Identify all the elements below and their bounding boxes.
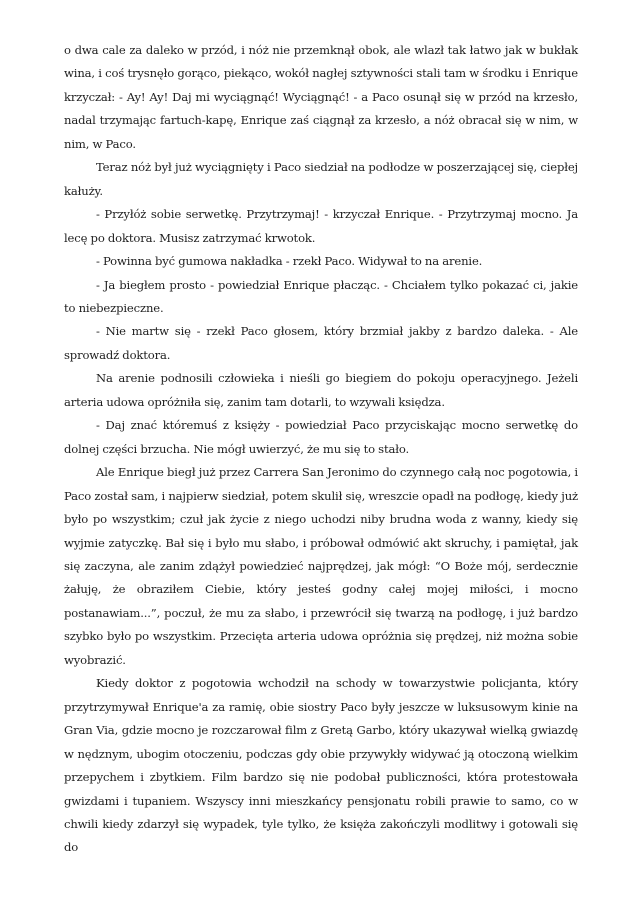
paragraph-7: Na arenie podnosili człowieka i nieśli go biegiem do pokoju operacyjnego. Jeżeli arteria udowa opróżniła się, zanim tam dotarli, to wzywali księdza.	[64, 371, 578, 409]
paragraph-5: - Ja biegłem prosto - powiedział Enrique płacząc. - Chciałem tylko pokazać ci, jakie to niebezpieczne.	[64, 277, 578, 315]
paragraph-3: - Przyłóż sobie serwetkę. Przytrzymaj! - krzyczał Enrique. - Przytrzymaj mocno. Ja lecę po doktora. Musisz zatrzymać krwotok.	[64, 207, 578, 245]
document-body	[64, 39, 578, 860]
paragraph-6: - Nie martw się - rzekł Paco głosem, który brzmiał jakby z bardzo daleka. - Ale sprowadź doktora.	[64, 324, 578, 362]
paragraph-10: Kiedy doktor z pogotowia wchodził na schody w towarzystwie policjanta, który przytrzymywał Enrique'a za ramię, obie siostry Paco były jeszcze w luksusowym kinie na Gran Via, gdzie mocno je rozczarował film z Gretą Garbo, który ukazywał wielką gwiazdę w nędznym, ubogim otoczeniu, podczas gdy obie przywykły widywać ją otoczoną wielkim przepychem i zbytkiem. Film bardzo się nie podobał publiczności, która protestowała gwizdami i tupaniem. Wszyscy inni mieszkańcy pensjonatu robili prawie to samo, co w chwili kiedy zdarzył się wypadek, tyle tylko, że księża zakończyli modlitwy i gotowali się do	[64, 676, 578, 855]
paragraph-9: Ale Enrique biegł już przez Carrera San Jeronimo do czynnego całą noc pogotowia, i Paco został sam, i najpierw siedział, potem skulił się, wreszcie opadł na podłogę, kiedy już było po wszystkim; czuł jak życie z niego uchodzi niby brudna woda z wanny, kiedy się wyjmie zatyczkę. Bał się i było mu słabo, i próbował odmówić akt skruchy, i pamiętał, jak się zaczyna, ale zanim zdążył powiedzieć najprędzej, jak mógł: “O Boże mój, serdecznie żałuję, że obraziłem Ciebie, który jesteś godny całej mojej miłości, i mocno postanawiam...”, poczuł, że mu za słabo, i przewrócił się twarzą na podłogę, i już bardzo szybko było po wszystkim. Przecięta arteria udowa opróżnia się prędzej, niż można sobie wyobrazić.	[64, 465, 578, 667]
paragraph-8: - Daj znać któremuś z księży - powiedział Paco przyciskając mocno serwetkę do dolnej części brzucha. Nie mógł uwierzyć, że mu się to stało.	[64, 418, 578, 456]
paragraph-4: - Powinna być gumowa nakładka - rzekł Paco. Widywał to na arenie.	[96, 254, 483, 269]
paragraph-1: o dwa cale za daleko w przód, i nóż nie przemknął obok, ale wlazł tak łatwo jak w bukłak wina, i coś trysnęło gorąco, piekąco, wokół nagłej sztywności stali tam w środku i Enrique krzyczał: - Ay! Ay! Daj mi wyciągnąć! Wyciągnąć! - a Paco osunął się w przód na krzesło, nadal trzymając fartuch-kapę, Enrique zaś ciągnął za krzesło, a nóż obracał się w nim, w nim, w Paco.	[64, 43, 578, 151]
paragraph-2: Teraz nóż był już wyciągnięty i Paco siedział na podłodze w poszerzającej się, ciepłej kałuży.	[64, 160, 578, 198]
